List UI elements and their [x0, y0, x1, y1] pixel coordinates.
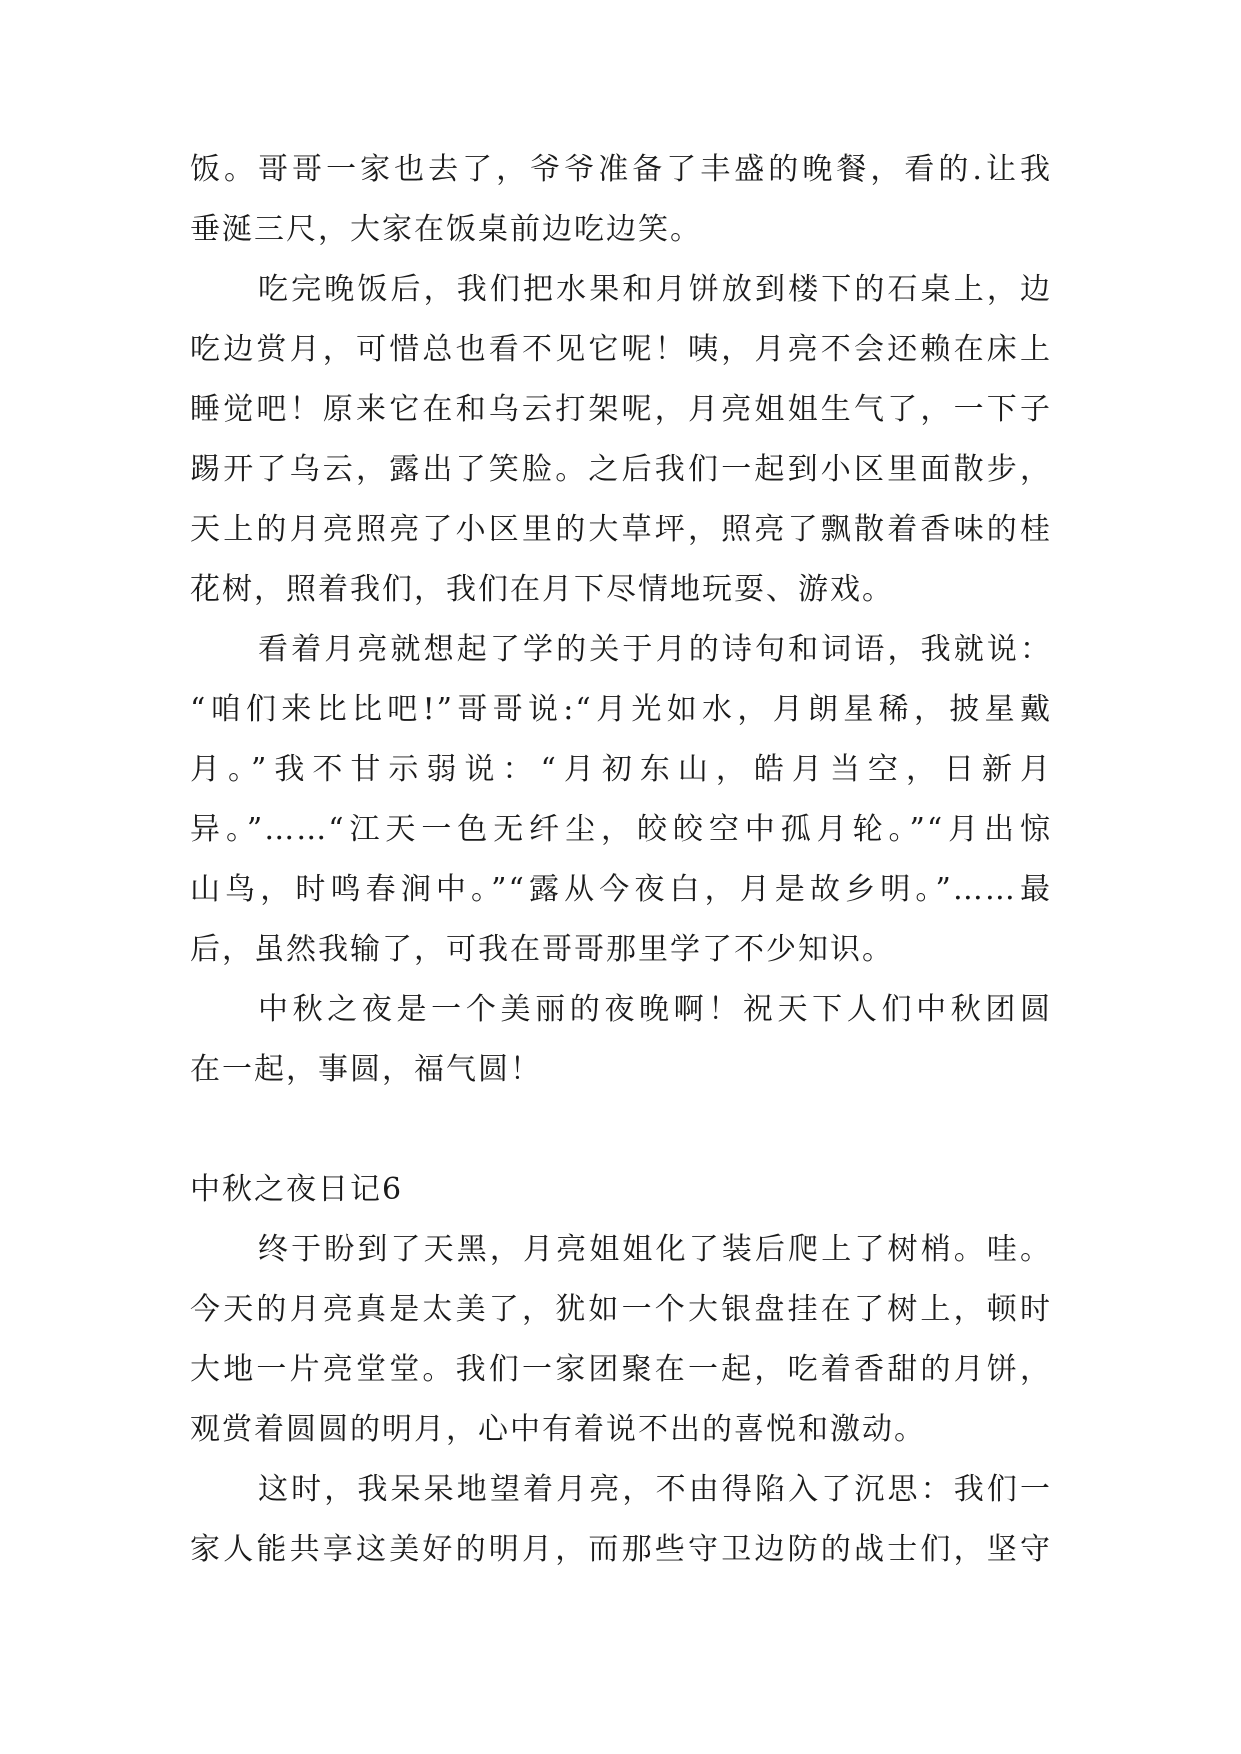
text-line: 中秋之夜是一个美丽的夜晚啊！祝天下人们中秋团圆	[258, 992, 1052, 1027]
text-line: 睡觉吧！原来它在和乌云打架呢，月亮姐姐生气了，一下子	[190, 392, 1052, 427]
text-line: 天上的月亮照亮了小区里的大草坪，照亮了飘散着香味的桂	[190, 512, 1052, 547]
text-line: 观赏着圆圆的明月，心中有着说不出的喜悦和激动。	[190, 1412, 926, 1447]
text-line: 月。”我不甘示弱说：“月初东山，皓月当空，日新月	[190, 752, 1052, 787]
text-line: 大地一片亮堂堂。我们一家团聚在一起，吃着香甜的月饼，	[190, 1352, 1052, 1387]
text-line: 垂涎三尺，大家在饭桌前边吃边笑。	[190, 212, 702, 247]
text-line: 家人能共享这美好的明月，而那些守卫边防的战士们，坚守	[190, 1532, 1052, 1567]
section-heading: 中秋之夜日记6	[190, 1172, 404, 1207]
text-line: 踢开了乌云，露出了笑脸。之后我们一起到小区里面散步，	[190, 452, 1052, 487]
text-line: 吃完晚饭后，我们把水果和月饼放到楼下的石桌上，边	[258, 272, 1052, 307]
text-line: “咱们来比比吧!”哥哥说:“月光如水，月朗星稀，披星戴	[190, 692, 1052, 727]
text-line: 看着月亮就想起了学的关于月的诗句和词语，我就说：	[258, 632, 1052, 667]
text-line: 饭。哥哥一家也去了，爷爷准备了丰盛的晚餐，看的.让我	[190, 152, 1052, 187]
text-line: 今天的月亮真是太美了，犹如一个大银盘挂在了树上，顿时	[190, 1292, 1052, 1327]
text-line: 花树，照着我们，我们在月下尽情地玩耍、游戏。	[190, 572, 894, 607]
text-line: 这时，我呆呆地望着月亮，不由得陷入了沉思：我们一	[258, 1472, 1052, 1507]
text-line: 山鸟，时鸣春涧中。”“露从今夜白，月是故乡明。”……最	[190, 872, 1052, 907]
text-line: 在一起，事圆，福气圆！	[190, 1052, 542, 1087]
text-line: 异。”……“江天一色无纤尘，皎皎空中孤月轮。”“月出惊	[190, 812, 1052, 847]
text-line: 后，虽然我输了，可我在哥哥那里学了不少知识。	[190, 932, 894, 967]
text-line: 吃边赏月，可惜总也看不见它呢！咦，月亮不会还赖在床上	[190, 332, 1052, 367]
text-line: 终于盼到了天黑，月亮姐姐化了装后爬上了树梢。哇。	[258, 1232, 1052, 1267]
